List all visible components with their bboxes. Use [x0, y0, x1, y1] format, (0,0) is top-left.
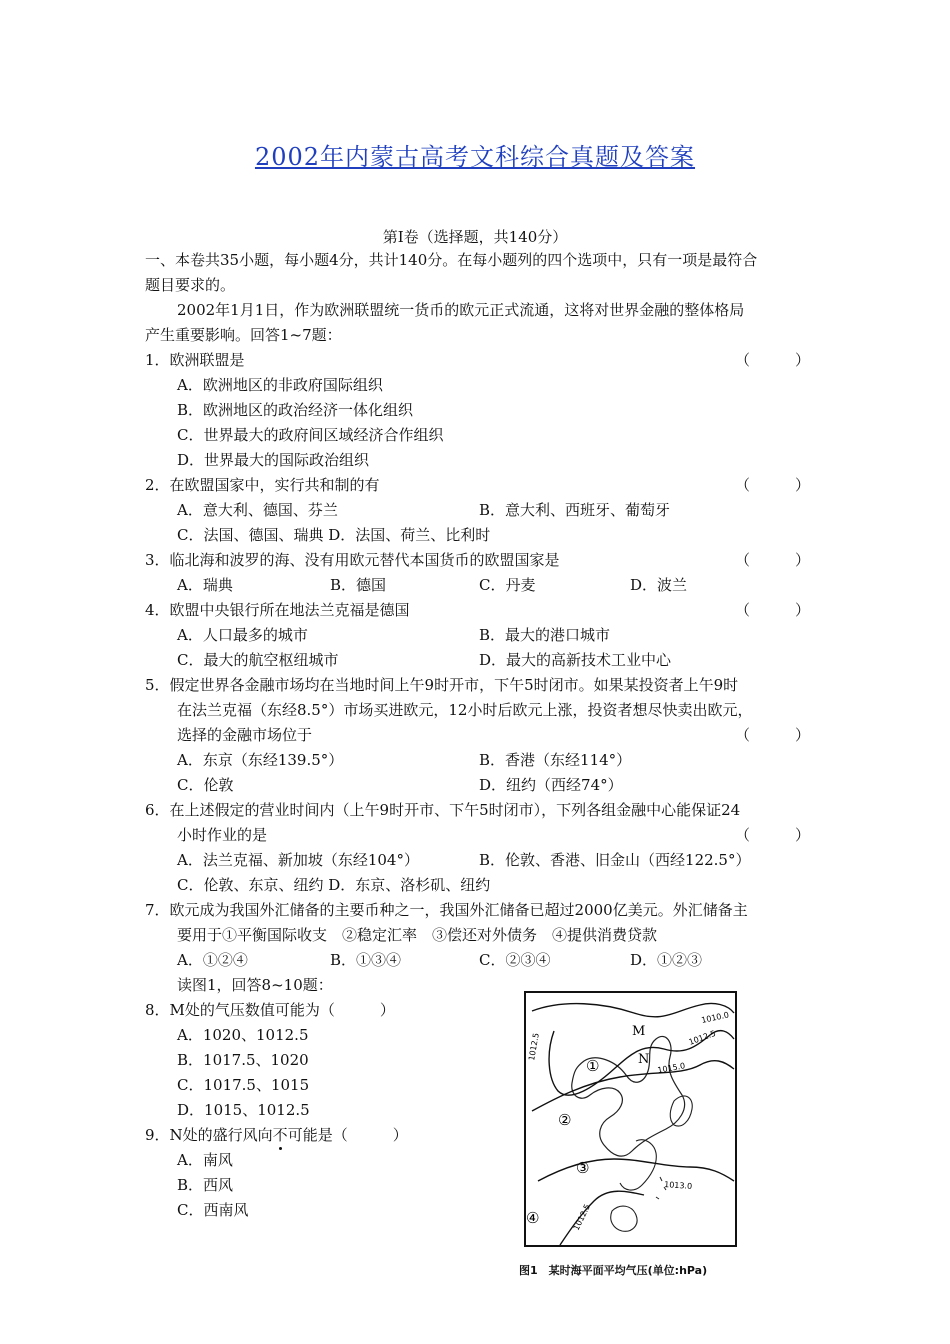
q9-option-a: A．南风 — [177, 1151, 233, 1169]
q7-option-b: B．①③④ — [330, 951, 402, 969]
isobar-label-1012-upper: 1012.5 — [687, 1028, 717, 1047]
region-2-label: ② — [558, 1111, 572, 1129]
q1-stem: 1．欧洲联盟是 — [145, 351, 245, 369]
q8-stem: 8．M处的气压数值可能为（ ） — [145, 1001, 395, 1019]
q4-stem: 4．欧盟中央银行所在地法兰克福是德国 — [145, 601, 410, 619]
q8-option-c: C．1017.5、1015 — [177, 1076, 310, 1094]
read-figure-instruction: 读图1，回答8~10题： — [177, 976, 333, 994]
q1-option-a: A．欧洲地区的非政府国际组织 — [177, 376, 383, 394]
q5-stem-line1: 5．假定世界各金融市场均在当地时间上午9时开市，下午5时闭市。如果某投资者上午9时 — [145, 676, 739, 694]
q1-option-d: D．世界最大的国际政治组织 — [177, 451, 370, 469]
q3-option-a: A．瑞典 — [177, 576, 233, 594]
q9-stem-pre: 9．N处的盛行风向 — [145, 1126, 273, 1144]
q3-option-c: C．丹麦 — [479, 576, 536, 594]
q9-stem — [145, 1125, 408, 1145]
q6-stem-line2: 小时作业的是 — [177, 826, 268, 844]
passage-line2: 产生重要影响。回答1~7题： — [145, 326, 342, 344]
figure-caption: 图1 某时海平面平均气压(单位:hPa) — [519, 1264, 708, 1277]
q5-option-c: C．伦敦 — [177, 776, 234, 794]
q9-stem-emphasis: 不 — [272, 1126, 288, 1144]
q2-option-b: B．意大利、西班牙、葡萄牙 — [479, 501, 671, 519]
region-4-label: ④ — [526, 1209, 540, 1227]
q4-option-b: B．最大的港口城市 — [479, 626, 611, 644]
isobar-label-1013: 1013.0 — [663, 1180, 693, 1191]
document-title: 2002年内蒙古高考文科综合真题及答案 — [254, 143, 696, 171]
q1-option-c: C．世界最大的政府间区域经济合作组织 — [177, 426, 444, 444]
q6-option-a: A．法兰克福、新加坡（东经104°） — [177, 851, 419, 869]
q3-stem: 3．临北海和波罗的海、没有用欧元替代本国货币的欧盟国家是 — [145, 551, 560, 569]
section-heading: 第Ⅰ卷（选择题，共140分） — [382, 228, 568, 246]
region-3-label: ③ — [576, 1159, 590, 1177]
isobar-label-1015: 1015.0 — [656, 1061, 686, 1075]
q4-option-d: D．最大的高新技术工业中心 — [479, 651, 672, 669]
q9-option-c: C．西南风 — [177, 1201, 249, 1219]
isobar-label-1012-left: 1012.5 — [527, 1032, 541, 1062]
q8-option-a: A．1020、1012.5 — [177, 1026, 309, 1044]
q9-stem-post: 可能是（ ） — [287, 1126, 408, 1144]
instructions-line1: 一、本卷共35小题，每小题4分，共计140分。在每小题列的四个选项中，只有一项是最符合 — [145, 251, 758, 269]
q2-option-cd: C．法国、德国、瑞典 D．法国、荷兰、比利时 — [177, 526, 491, 544]
q2-option-a: A．意大利、德国、芬兰 — [177, 501, 338, 519]
q8-option-b: B．1017.5、1020 — [177, 1051, 309, 1069]
isobar-label-1010: 1010.0 — [700, 1010, 730, 1025]
isobar-label-1012-lower: 1012.5 — [571, 1202, 593, 1232]
q4-option-a: A．人口最多的城市 — [177, 626, 308, 644]
point-m-label: M — [632, 1024, 646, 1039]
q7-option-a: A．①②④ — [177, 951, 248, 969]
q6-option-cd: C．伦敦、东京、纽约 D．东京、洛杉矶、纽约 — [177, 876, 491, 894]
q6-answer-paren: （ ） — [735, 826, 811, 844]
q1-answer-paren: （ ） — [735, 351, 811, 369]
q7-stem-line1: 7．欧元成为我国外汇储备的主要币种之一，我国外汇储备已超过2000亿美元。外汇储备主 — [145, 901, 748, 919]
q5-answer-paren: （ ） — [735, 726, 811, 744]
q7-option-d: D．①②③ — [630, 951, 703, 969]
q5-option-b: B．香港（东经114°） — [479, 751, 632, 769]
q6-option-b: B．伦敦、香港、旧金山（西经122.5°） — [479, 851, 751, 869]
q3-answer-paren: （ ） — [735, 551, 811, 569]
q4-option-c: C．最大的航空枢纽城市 — [177, 651, 339, 669]
q7-stem-line2: 要用于①平衡国际收支 ②稳定汇率 ③偿还对外债务 ④提供消费贷款 — [177, 926, 658, 944]
region-1-label: ① — [586, 1057, 600, 1075]
q2-answer-paren: （ ） — [735, 476, 811, 494]
q6-stem-line1: 6．在上述假定的营业时间内（上午9时开市、下午5时闭市），下列各组金融中心能保证24 — [145, 801, 741, 819]
passage-line1: 2002年1月1日，作为欧洲联盟统一货币的欧元正式流通，这将对世界金融的整体格局 — [177, 301, 745, 319]
q5-option-d: D．纽约（西经74°） — [479, 776, 623, 794]
q5-stem-line3: 选择的金融市场位于 — [177, 726, 313, 744]
point-n-label: N — [638, 1052, 650, 1067]
q7-option-c: C．②③④ — [479, 951, 551, 969]
q3-option-b: B．德国 — [330, 576, 387, 594]
q8-option-d: D．1015、1012.5 — [177, 1101, 310, 1119]
q5-stem-line2: 在法兰克福（东经8.5°）市场买进欧元，12小时后欧元上涨，投资者想尽快卖出欧元， — [177, 701, 753, 719]
instructions-line2: 题目要求的。 — [145, 276, 236, 294]
q9-option-b: B．西风 — [177, 1176, 234, 1194]
q4-answer-paren: （ ） — [735, 601, 811, 619]
q1-option-b: B．欧洲地区的政治经济一体化组织 — [177, 401, 414, 419]
isobar-map-figure — [524, 991, 737, 1247]
q2-stem: 2．在欧盟国家中，实行共和制的有 — [145, 476, 380, 494]
q3-option-d: D．波兰 — [630, 576, 688, 594]
q5-option-a: A．东京（东经139.5°） — [177, 751, 344, 769]
